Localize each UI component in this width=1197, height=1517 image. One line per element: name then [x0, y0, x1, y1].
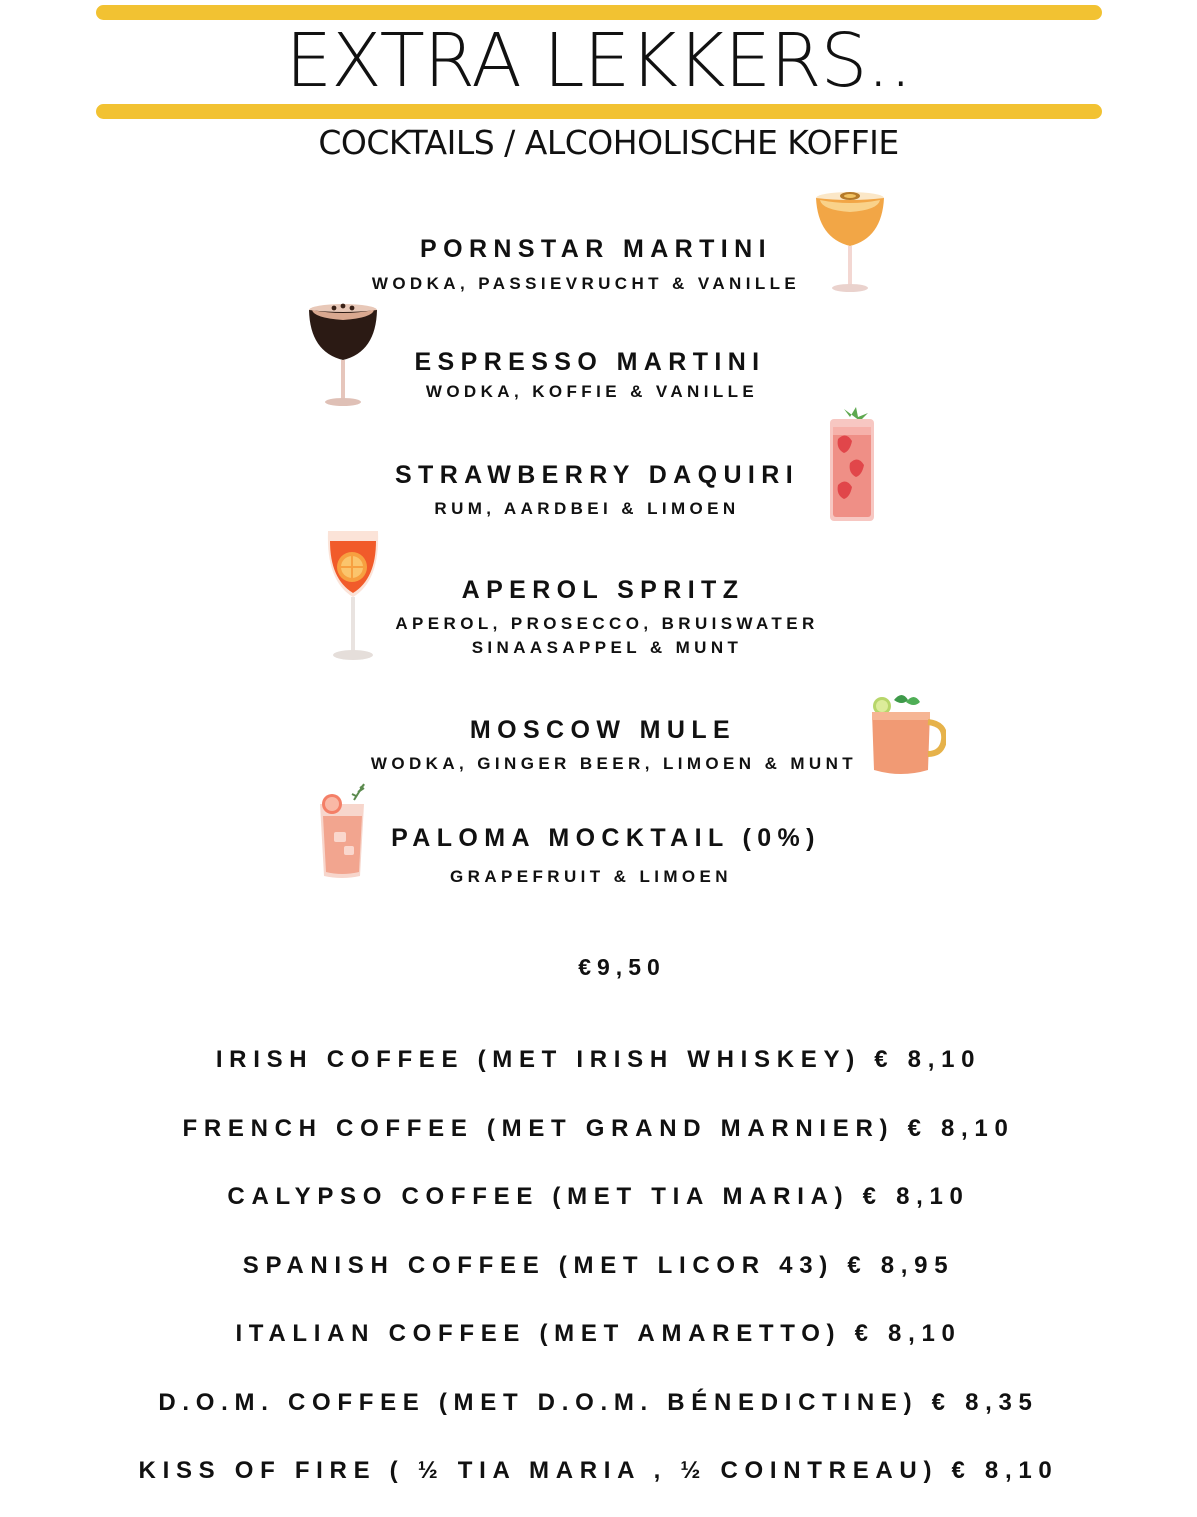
cocktail-description: WODKA, GINGER BEER, LIMOEN & MUNT [370, 754, 858, 773]
coffee-item: IRISH COFFEE (MET IRISH WHISKEY) € 8,10 [215, 1046, 982, 1073]
coffee-item: SPANISH COFFEE (MET LICOR 43) € 8,95 [242, 1252, 955, 1279]
page-title: EXTRA LEKKERS.. [285, 18, 912, 104]
cocktail-description: APEROL, PROSECCO, BRUISWATER [395, 614, 819, 633]
coffee-item: KISS OF FIRE ( ½ TIA MARIA , ½ COINTREAU) € 8,10 [138, 1457, 1059, 1484]
paloma-glass-icon [314, 782, 372, 882]
cocktail-description: RUM, AARDBEI & LIMOEN [434, 499, 740, 518]
espresso-martini-icon [306, 300, 380, 410]
bottom-accent-bar [96, 104, 1102, 119]
coffee-item: ITALIAN COFFEE (MET AMARETTO) € 8,10 [235, 1320, 962, 1347]
cocktail-name: PALOMA MOCKTAIL (0%) [391, 824, 821, 852]
cocktail-name: PORNSTAR MARTINI [420, 235, 772, 263]
copper-mug-icon [866, 692, 946, 778]
cocktail-name: ESPRESSO MARTINI [414, 348, 766, 376]
coffee-item: FRENCH COFFEE (MET GRAND MARNIER) € 8,10 [182, 1115, 1015, 1142]
cocktail-price: €9,50 [578, 954, 666, 980]
martini-glass-icon [812, 188, 888, 296]
cocktail-description-line2: SINAASAPPEL & MUNT [471, 638, 743, 657]
cocktail-description: WODKA, KOFFIE & VANILLE [425, 382, 759, 401]
spritz-glass-icon [322, 527, 384, 665]
strawberry-glass-icon [824, 405, 880, 525]
coffee-item: CALYPSO COFFEE (MET TIA MARIA) € 8,10 [227, 1183, 970, 1210]
cocktail-name: MOSCOW MULE [469, 716, 737, 744]
page-subtitle: COCKTAILS / ALCOHOLISCHE KOFFIE [318, 123, 899, 162]
cocktail-name: STRAWBERRY DAQUIRI [394, 461, 800, 489]
coffee-item: D.O.M. COFFEE (MET D.O.M. BÉNEDICTINE) € 8,35 [158, 1389, 1039, 1416]
cocktail-description: WODKA, PASSIEVRUCHT & VANILLE [371, 274, 801, 293]
cocktail-name: APEROL SPRITZ [461, 576, 745, 604]
cocktail-description: GRAPEFRUIT & LIMOEN [450, 867, 732, 886]
